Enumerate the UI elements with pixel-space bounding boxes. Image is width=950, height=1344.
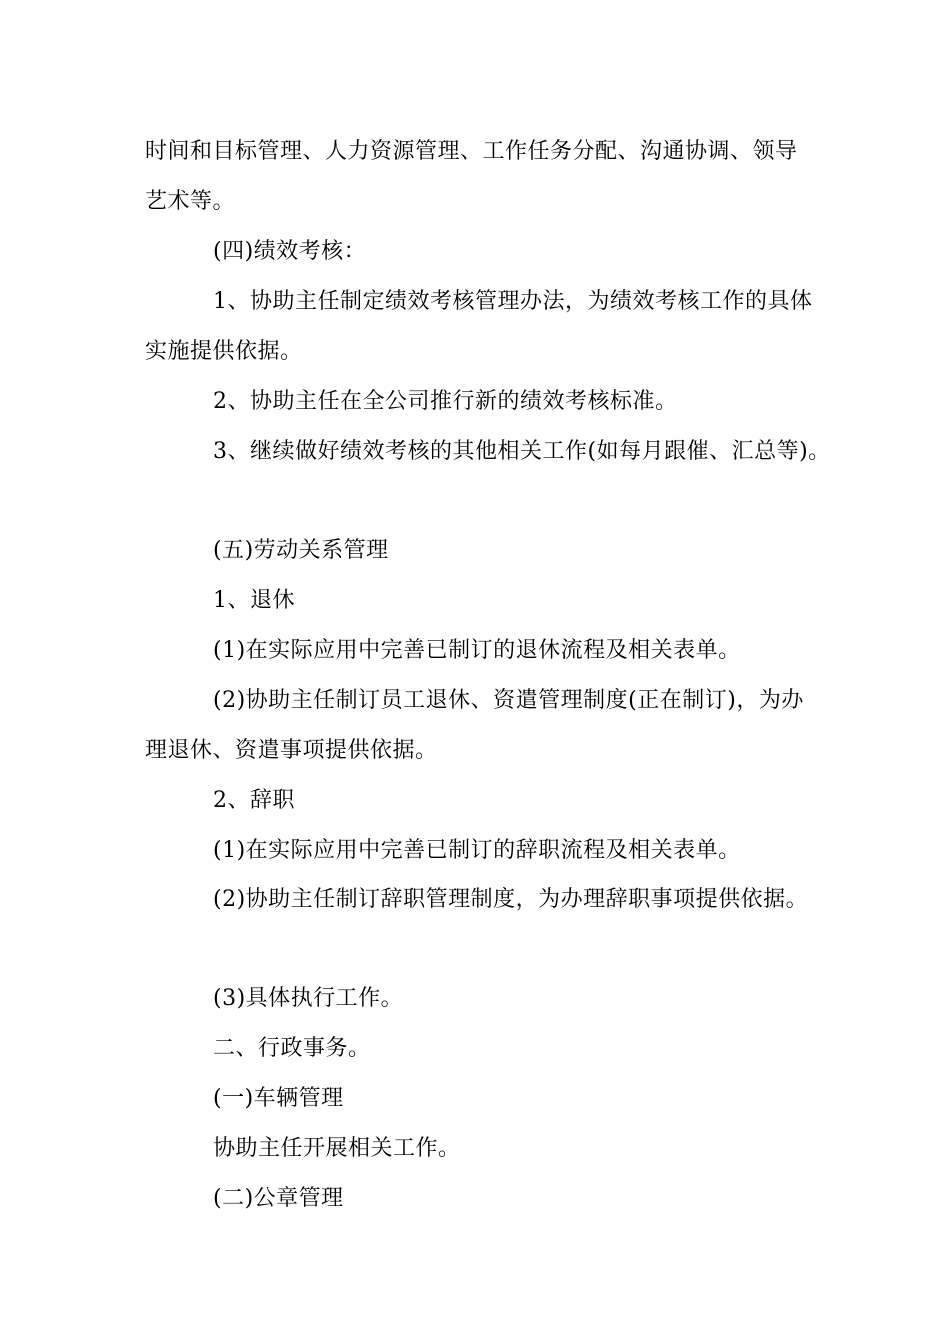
subsection-heading: (一)车辆管理: [213, 1086, 344, 1111]
section-heading: (五)劳动关系管理: [213, 538, 389, 563]
subsection-heading: (二)公章管理: [213, 1186, 344, 1211]
subsection-heading: 2、辞职: [213, 788, 295, 813]
text-line: 1、协助主任制定绩效考核管理办法，为绩效考核工作的具体: [213, 289, 813, 314]
section-heading: 二、行政事务。: [213, 1036, 371, 1061]
text-line: 2、协助主任在全公司推行新的绩效考核标准。: [213, 389, 678, 414]
text-line: 实施提供依据。: [145, 339, 303, 364]
text-line: (2)协助主任制订员工退休、资遣管理制度(正在制订)，为办: [213, 688, 804, 713]
section-heading: (四)绩效考核：: [213, 239, 367, 264]
text-line: (1)在实际应用中完善已制订的退休流程及相关表单。: [213, 638, 741, 663]
text-line: 协助主任开展相关工作。: [213, 1136, 461, 1161]
text-line: 理退休、资遣事项提供依据。: [145, 738, 438, 763]
text-line: 3、继续做好绩效考核的其他相关工作(如每月跟催、汇总等)。: [213, 439, 831, 464]
subsection-heading: 1、退休: [213, 588, 295, 613]
text-line: (2)协助主任制订辞职管理制度，为办理辞职事项提供依据。: [213, 887, 809, 912]
text-line: (3)具体执行工作。: [213, 986, 404, 1011]
text-line: (1)在实际应用中完善已制订的辞职流程及相关表单。: [213, 838, 741, 863]
text-line: 艺术等。: [145, 189, 236, 214]
text-line: 时间和目标管理、人力资源管理、工作任务分配、沟通协调、领导: [145, 139, 798, 164]
